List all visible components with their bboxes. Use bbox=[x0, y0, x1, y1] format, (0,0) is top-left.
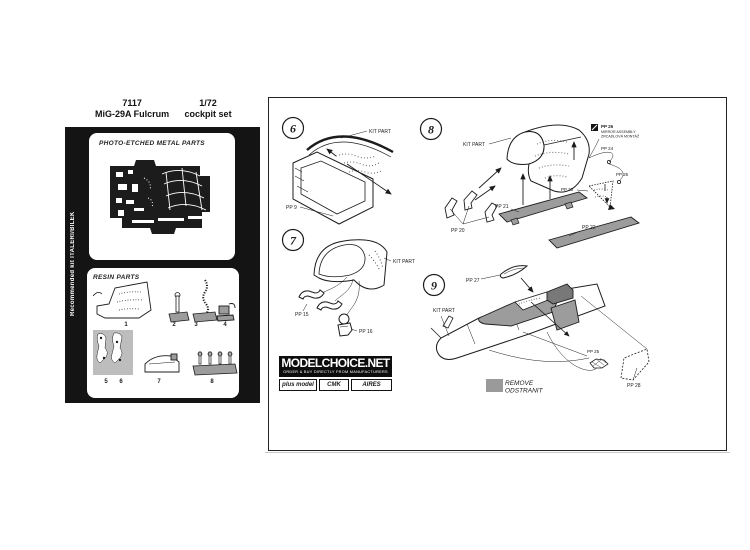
pp16-label: PP 16 bbox=[359, 329, 373, 335]
step-8-figure bbox=[419, 104, 723, 256]
photo-etched-fret-illustration bbox=[104, 154, 220, 236]
resin-part-number: 1 bbox=[124, 322, 128, 328]
parts-strip bbox=[65, 127, 260, 403]
mirror-note-en: MIRROR ASSEMBLY bbox=[601, 130, 636, 134]
step-number: 6 bbox=[290, 121, 296, 136]
kit-name: MiG-29A Fulcrum bbox=[94, 109, 170, 119]
resin-parts-label: RESIN PARTS bbox=[93, 274, 140, 281]
brand-logos bbox=[279, 379, 392, 391]
pp23-label: PP 23 bbox=[561, 187, 574, 192]
instruction-panel bbox=[268, 97, 727, 451]
resin-part-number: 2 bbox=[172, 322, 176, 328]
mirror-note-cz: ZRCADLOVÁ MONTÁŽ bbox=[601, 134, 640, 139]
kit-part-label: KIT PART bbox=[369, 129, 391, 135]
resin-parts-box bbox=[87, 268, 239, 398]
modelchoice-title: MODELCHOICE.NET bbox=[281, 356, 390, 370]
resin-part-number: 3 bbox=[194, 322, 198, 328]
pp22-label: PP 22 bbox=[582, 225, 596, 231]
resin-part-number: 6 bbox=[119, 379, 123, 385]
pp25-label: PP 25 bbox=[616, 172, 629, 177]
kit-part-label: KIT PART bbox=[393, 259, 415, 265]
kit-part-label: KIT PART bbox=[433, 308, 455, 314]
remove-label-cz: ODSTRANIT bbox=[505, 387, 543, 395]
sheet-header bbox=[88, 98, 240, 120]
photo-etched-box bbox=[89, 133, 235, 260]
modelchoice-banner bbox=[279, 356, 392, 377]
step-number: 7 bbox=[290, 233, 296, 248]
step-7-figure bbox=[281, 227, 421, 341]
step-9-figure bbox=[419, 262, 723, 408]
pp26-label: PP 26 bbox=[601, 124, 614, 129]
resin-part-number: 8 bbox=[210, 379, 214, 385]
step-number: 9 bbox=[431, 278, 437, 293]
pp21-label: PP 21 bbox=[495, 204, 509, 210]
kit-part-label: KIT PART bbox=[463, 142, 485, 148]
catalog-number: 7117 bbox=[122, 98, 142, 108]
recommended-kit-note: Recommended kit ITALERI/BILEK bbox=[70, 211, 76, 317]
remove-label-en: REMOVE bbox=[505, 380, 534, 387]
brand-plusmodel: plus model bbox=[279, 379, 317, 391]
photo-etched-label: PHOTO-ETCHED METAL PARTS bbox=[99, 140, 205, 147]
pp27-label: PP 27 bbox=[466, 278, 480, 284]
pp28-label: PP 28 bbox=[627, 383, 641, 389]
resin-part-number: 4 bbox=[223, 322, 227, 328]
page-fold-line bbox=[265, 452, 730, 453]
brand-aires: AIRES bbox=[351, 379, 392, 391]
pp24-label: PP 24 bbox=[601, 146, 614, 151]
pp9-label: PP 9 bbox=[286, 205, 297, 211]
modelchoice-logo bbox=[279, 356, 392, 391]
scale-label: 1/72 bbox=[199, 98, 217, 108]
pp15-label: PP 15 bbox=[295, 312, 309, 318]
brand-cmk: CMK bbox=[319, 379, 349, 391]
step-number: 8 bbox=[428, 122, 434, 137]
modelchoice-tagline: ORDER & BUY DIRECTLY FROM MANUFACTURERS bbox=[283, 370, 388, 374]
pp25-label: PP 25 bbox=[587, 349, 600, 354]
step-6-figure bbox=[281, 106, 416, 226]
set-name: cockpit set bbox=[184, 109, 232, 119]
resin-part-number: 7 bbox=[157, 379, 161, 385]
remove-swatch bbox=[486, 379, 503, 392]
resin-parts-illustration bbox=[89, 278, 239, 390]
resin-part-number: 5 bbox=[104, 379, 108, 385]
pp20-label: PP 20 bbox=[451, 228, 465, 234]
